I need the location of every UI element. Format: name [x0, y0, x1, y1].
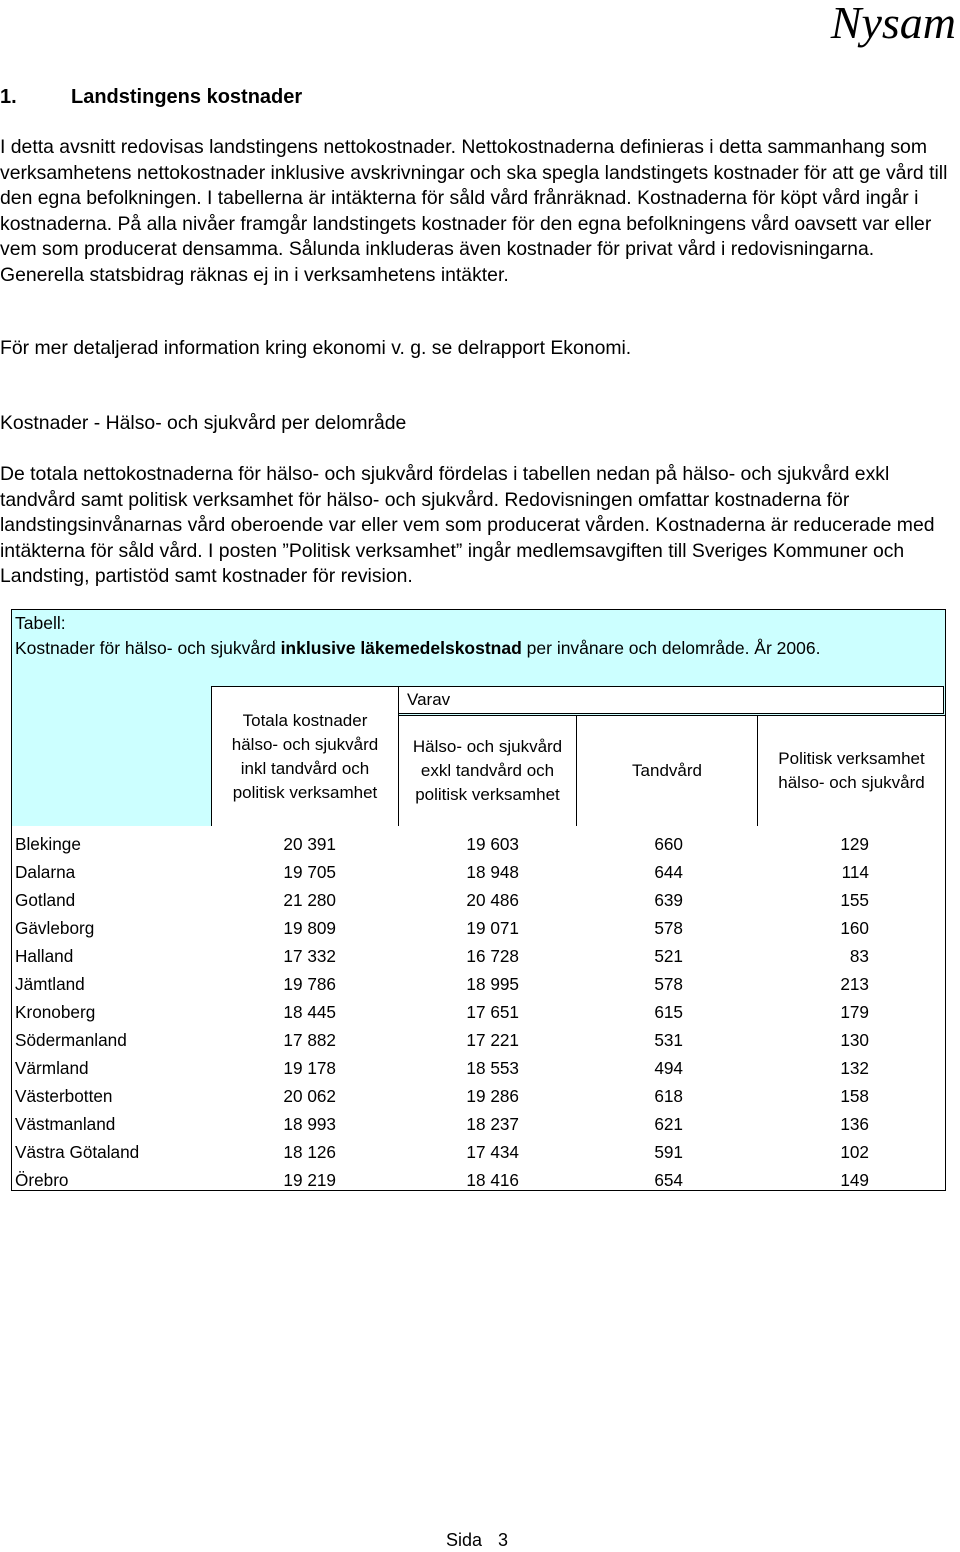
- header-political-label: Politisk verksamhet hälso- och sjukvård: [778, 749, 925, 792]
- table-label: Tabell:: [15, 613, 66, 633]
- cell-tandvard: 618: [654, 1086, 683, 1106]
- cell-tandvard: 521: [654, 946, 683, 966]
- table-row: [11, 913, 947, 941]
- cell-politisk: 102: [840, 1142, 869, 1162]
- cell-halso: 16 728: [466, 946, 519, 966]
- cell-politisk: 158: [840, 1086, 869, 1106]
- table-row: [11, 1053, 947, 1081]
- cell-total: 17 332: [283, 946, 336, 966]
- cell-halso: 19 071: [466, 918, 519, 938]
- cell-name: Halland: [15, 946, 74, 966]
- cell-politisk: 114: [841, 862, 869, 882]
- section-title: Landstingens kostnader: [71, 86, 303, 108]
- cell-total: 20 391: [283, 834, 336, 854]
- cell-name: Gävleborg: [15, 918, 95, 938]
- header-dental-label: Tandvård: [632, 761, 702, 780]
- table-row: [11, 829, 947, 857]
- subheading: Kostnader - Hälso- och sjukvård per delområde: [0, 412, 407, 434]
- brand-logo-text: Nysam: [830, 0, 956, 48]
- page-label: Sida: [446, 1530, 483, 1550]
- cell-halso: 20 486: [466, 890, 519, 910]
- cell-tandvard: 591: [654, 1142, 683, 1162]
- caption-part-2: per invånare och delområde. År 2006.: [521, 638, 821, 658]
- cell-tandvard: 578: [654, 918, 683, 938]
- table-row: [11, 941, 947, 969]
- cell-politisk: 179: [840, 1002, 869, 1022]
- cell-halso: 18 995: [466, 974, 519, 994]
- cell-total: 20 062: [283, 1086, 336, 1106]
- cell-name: Dalarna: [15, 862, 76, 882]
- table-row: [11, 857, 947, 885]
- table-row: [11, 969, 947, 997]
- cell-name: Västra Götaland: [15, 1142, 140, 1162]
- cell-politisk: 160: [840, 918, 869, 938]
- cell-politisk: 136: [840, 1114, 869, 1134]
- cell-halso: 18 237: [466, 1114, 519, 1134]
- cell-politisk: 129: [840, 834, 869, 854]
- table-row: [11, 1025, 947, 1053]
- cell-name: Västmanland: [15, 1114, 116, 1134]
- table-caption: [15, 636, 820, 660]
- cell-total: 19 786: [283, 974, 336, 994]
- header-varav-label: Varav: [407, 690, 451, 709]
- cell-total: 18 126: [283, 1142, 336, 1162]
- header-healthcare: [398, 715, 577, 827]
- cell-total: 18 445: [283, 1002, 336, 1022]
- cell-politisk: 149: [840, 1170, 869, 1190]
- cell-total: 19 219: [283, 1170, 336, 1190]
- cell-tandvard: 615: [654, 1002, 683, 1022]
- cell-halso: 19 286: [466, 1086, 519, 1106]
- cell-name: Gotland: [15, 890, 76, 910]
- cell-name: Blekinge: [15, 834, 81, 854]
- table-row: [11, 1165, 947, 1193]
- cell-politisk: 83: [849, 946, 869, 966]
- cell-halso: 17 651: [466, 1002, 519, 1022]
- header-political: [757, 715, 946, 827]
- table-row: [11, 997, 947, 1025]
- header-total-label: Totala kostnader hälso- och sjukvård inkl tandvård och politisk verksamhet: [231, 710, 379, 802]
- page-footer: [446, 1528, 508, 1552]
- caption-bold-part: inklusive läkemedelskostnad: [280, 638, 522, 658]
- cell-politisk: 155: [840, 890, 869, 910]
- cell-tandvard: 644: [654, 862, 683, 882]
- cell-total: 18 993: [283, 1114, 336, 1134]
- section-heading: [0, 84, 302, 110]
- intro-paragraph: I detta avsnitt redovisas landstingens nettokostnader. Nettokostnaderna definieras i detta sammanhang som verksamhetens nettokostnader inklusive avskrivningar och ska spegla landstingets kostnader för att ge vård till den egna befolkningen. I tabellerna är intäkterna för såld vård frånräknad. Kostnaderna för köpt vård ingår i kostnaderna. På alla nivåer framgår landstingets kostnader för den egna befolkningens vård oavsett var eller vem som producerat densamma. Sålunda inkluderas även kostnader för privat vård i redovisningarna. Generella statsbidrag räknas ej in i verksamhetens intäkter.: [0, 136, 948, 286]
- table-row: [11, 1081, 947, 1109]
- header-dental: [576, 715, 758, 827]
- header-healthcare-label: Hälso- och sjukvård exkl tandvård och politisk verksamhet: [412, 737, 563, 804]
- page-number: 3: [498, 1530, 509, 1550]
- section-number: 1.: [0, 86, 17, 108]
- cell-halso: 18 553: [466, 1058, 519, 1078]
- description-paragraph: De totala nettokostnaderna för hälso- och sjukvård fördelas i tabellen nedan på hälso- och sjukvård exkl tandvård samt politisk verksamhet för hälso- och sjukvård. Redovisningen omfattar kostnaderna för landstingsinvånarnas vård oberoende var eller vem som producerat vården. Kostnaderna är reducerade med intäkterna för såld vård. I posten ”Politisk verksamhet” ingår medlemsavgiften till Sveriges Kommuner och Landsting, partistöd samt kostnader för revision.: [0, 463, 935, 588]
- cell-total: 19 705: [283, 862, 336, 882]
- cell-halso: 18 948: [466, 862, 519, 882]
- cell-tandvard: 660: [654, 834, 683, 854]
- table-row: [11, 1109, 947, 1137]
- table-row: [11, 1137, 947, 1165]
- cell-halso: 19 603: [466, 834, 519, 854]
- cell-tandvard: 639: [654, 890, 683, 910]
- header-varav: [398, 686, 944, 714]
- cell-tandvard: 494: [654, 1058, 683, 1078]
- cell-total: 19 809: [283, 918, 336, 938]
- cell-total: 19 178: [283, 1058, 336, 1078]
- cell-name: Jämtland: [15, 974, 85, 994]
- cell-name: Södermanland: [15, 1030, 127, 1050]
- more-info-paragraph: För mer detaljerad information kring ekonomi v. g. se delrapport Ekonomi.: [0, 337, 632, 359]
- cell-tandvard: 578: [654, 974, 683, 994]
- cell-halso: 18 416: [466, 1170, 519, 1190]
- cell-name: Värmland: [15, 1058, 89, 1078]
- cell-halso: 17 221: [466, 1030, 519, 1050]
- table-row: [11, 885, 947, 913]
- header-total-costs: [211, 686, 399, 827]
- cell-tandvard: 531: [654, 1030, 683, 1050]
- cell-politisk: 130: [840, 1030, 869, 1050]
- cell-name: Kronoberg: [15, 1002, 96, 1022]
- cell-name: Västerbotten: [15, 1086, 113, 1106]
- cell-tandvard: 621: [654, 1114, 683, 1134]
- cell-politisk: 132: [840, 1058, 869, 1078]
- cell-tandvard: 654: [654, 1170, 683, 1190]
- cell-total: 17 882: [283, 1030, 336, 1050]
- cell-total: 21 280: [283, 890, 336, 910]
- cell-politisk: 213: [840, 974, 869, 994]
- cell-name: Örebro: [15, 1170, 69, 1190]
- cell-halso: 17 434: [466, 1142, 519, 1162]
- caption-part-1: Kostnader för hälso- och sjukvård: [15, 638, 281, 658]
